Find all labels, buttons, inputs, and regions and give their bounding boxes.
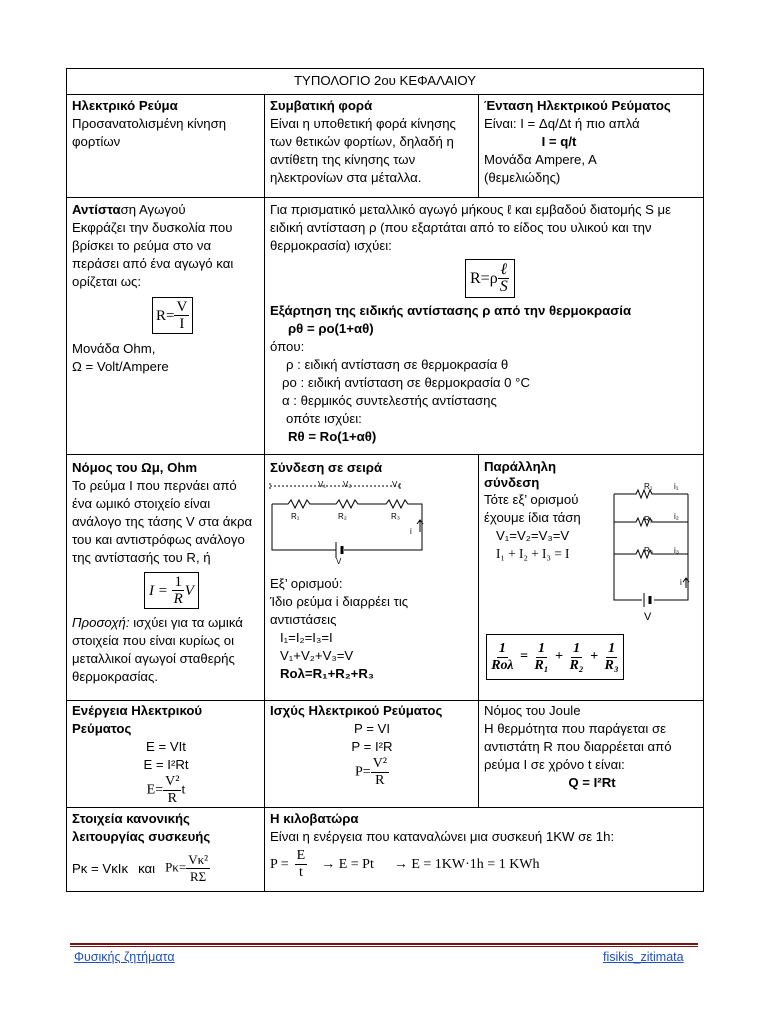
power-equation-2: P = I²R: [351, 739, 393, 754]
resistance-cell: [72, 201, 260, 376]
series-voltage-equation: V₁+V₂+V₃=V: [280, 648, 354, 663]
series-by-definition: Εξ’ ορισμού:: [270, 576, 343, 591]
parallel-wire-left: [614, 494, 642, 600]
ohm-law-note: Προσοχή: ισχύει για τα ωμικά στοιχεία που είναι κυρίως οι μεταλλικοί αγωγοί σταθερής θερμοκρασίας.: [72, 615, 243, 684]
footer-rule-thin: [70, 946, 698, 947]
resistivity-definition: Για πρισματικό μεταλλικό αγωγό μήκους ℓ και εμβαδού διατομής S με ειδική αντίσταση ρ (που εξαρτάται από το είδος του υλικού και την θερμοκρασία) ισχύει:: [270, 202, 672, 253]
joule-law-heading: Νόμος του Joule: [484, 703, 581, 718]
kilowatt-hour-formula: P = $\frac{E}{t}$ → E = Pt → E = 1KW·1h = 1 KWh: [270, 848, 540, 880]
resistivity-formula: R=ρ $\frac{\text{ℓ}}{S}$: [465, 259, 515, 298]
normal-power-equation-1: Pκ = VκIκ: [72, 860, 129, 876]
power-equation-1: P = VI: [353, 721, 391, 736]
current-intensity-heading: Ένταση Ηλεκτρικού Ρεύματος: [484, 98, 671, 113]
series-r2-label: R₂: [338, 512, 347, 521]
parallel-resistor-1: [614, 490, 688, 498]
resistance-unit-definition: Ω = Volt/Ampere: [72, 359, 169, 374]
series-r1-label: R₁: [291, 512, 300, 521]
ohm-law-definition: Το ρεύμα I που περνάει από ένα ωμικό στοιχείο είναι ανάλογο της τάσης V στα άκρα του και αντιστρόφως ανάλογο της αντίστασής του R, ή: [72, 478, 253, 565]
energy-equation-1: E = VIt: [146, 739, 186, 754]
resistance-temperature-equation: Rθ = Rο(1+αθ): [288, 429, 377, 444]
definition-alpha: α : θερμικός συντελεστής αντίστασης: [282, 393, 497, 408]
kilowatt-hour-heading: Η κιλοβατώρα: [270, 811, 359, 826]
ohm-law-formula: I = $\frac{1}{R}$ V: [144, 572, 199, 609]
joule-law-equation: Q = I²Rt: [568, 775, 616, 790]
resistivity-temperature-equation: ρθ = ρο(1+αθ): [288, 321, 374, 336]
current-intensity-fundamental: (θεμελιώδης): [484, 170, 561, 185]
series-circuit-diagram: [266, 476, 476, 570]
series-same-current: Ίδιο ρεύμα i διαρρέει τις αντιστάσεις: [270, 594, 409, 627]
energy-equation-2: E = I²Rt: [143, 757, 189, 772]
joule-law-cell: [484, 702, 700, 792]
normal-operation-cell: [72, 810, 260, 885]
parallel-current-label: i: [680, 578, 682, 587]
energy-cell: [72, 702, 260, 807]
resistance-heading: Αντίσταση Αγωγού: [72, 202, 186, 217]
power-equation-3: P= $\frac{\text{V²}}{R}$: [355, 756, 387, 788]
resistance-formula: R= $\frac{V}{I}$: [152, 297, 193, 334]
resistance-unit: Μονάδα Ohm,: [72, 341, 156, 356]
normal-operation-heading: Στοιχεία κανονικής λειτουργίας συσκευής: [72, 811, 211, 844]
parallel-current-equation: I₁ + I₂ + I₃ = I: [496, 546, 570, 561]
series-voltage-label: V: [336, 557, 342, 566]
parallel-definition: Τότε εξ’ ορισμού έχουμε ίδια τάση: [484, 492, 581, 525]
series-connection-heading: Σύνδεση σε σειρά: [270, 460, 383, 475]
parallel-heading-line2: σύνδεση: [484, 475, 540, 490]
current-intensity-unit: Μονάδα Ampere, A: [484, 152, 597, 167]
normal-power-equation-2: Pκ= $\frac{\text{Vκ²}}{R\Sigma}$: [165, 852, 209, 884]
kilowatt-hour-cell: [270, 810, 700, 881]
temperature-dependence-heading: Εξάρτηση της ειδικής αντίστασης ρ από την θερμοκρασία: [270, 303, 632, 318]
series-v3-label: V₃: [392, 480, 401, 489]
current-intensity-line1: Είναι: I = Δq/Δt ή πιο απλά: [484, 116, 640, 131]
definition-rho-zero: ρο : ειδική αντίσταση σε θερμοκρασία 0 °C: [282, 375, 530, 390]
series-connection-text: [270, 575, 474, 683]
resistance-definition: Εκφράζει την δυσκολία που βρίσκει το ρεύμα στο να περάσει από ένα αγωγό και ορίζεται ως:: [72, 220, 234, 289]
power-cell: [270, 702, 474, 789]
current-intensity-cell: [484, 97, 700, 187]
series-current-equation: I₁=I₂=I₃=I: [280, 630, 333, 645]
electric-current-heading: Ηλεκτρικό Ρεύμα: [72, 98, 178, 113]
parallel-voltage-equation: V₁=V₂=V₃=V: [496, 528, 570, 543]
series-r3-label: R₃: [391, 512, 401, 521]
footer-link-left[interactable]: Φυσικής ζητήματα: [74, 950, 175, 964]
conventional-direction-definition: Είναι η υποθετική φορά κίνησης των θετικών φορτίων, δηλαδή η αντίθετη της κίνησης των ηλεκτρονίων στα μέταλλα.: [270, 116, 456, 185]
series-wire-left: [272, 504, 336, 550]
footer-link-right[interactable]: fisikis_zitimata: [603, 950, 684, 964]
parallel-i3-label: i₃: [674, 546, 680, 555]
series-resistors-path: [272, 500, 416, 508]
parallel-r3-label: R₃: [644, 546, 654, 555]
series-connection-cell: [270, 459, 474, 477]
definition-rho: ρ : ειδική αντίσταση σε θερμοκρασία θ: [286, 357, 509, 372]
parallel-heading-line1: Παράλληλη: [484, 459, 557, 474]
conventional-direction-cell: [270, 97, 474, 187]
energy-equation-3: E= $\frac{\text{V²}}{R}$ t: [146, 774, 186, 806]
energy-heading: Ενέργεια Ηλεκτρικού Ρεύματος: [72, 703, 203, 736]
electric-current-definition: Προσανατολισμένη κίνηση φορτίων: [72, 116, 227, 149]
parallel-wire-right: [654, 494, 688, 600]
parallel-connection-cell: [484, 459, 604, 563]
parallel-voltage-label: V: [644, 611, 652, 623]
ohm-law-heading: Νόμος του Ωμ, Ohm: [72, 460, 198, 475]
page-title: ΤΥΠΟΛΟΓΙΟ 2ου ΚΕΦΑΛΑΙΟΥ: [293, 73, 476, 88]
then-label: οπότε ισχύει:: [286, 411, 362, 426]
series-v2-label: V₂: [343, 480, 352, 489]
conventional-direction-heading: Συμβατική φορά: [270, 98, 373, 113]
series-v1-label: V₁: [318, 480, 327, 489]
and-word: και: [138, 860, 156, 876]
series-resistance-equation: Rολ=R₁+R₂+R₃: [280, 666, 374, 681]
kilowatt-hour-definition: Είναι η ενέργεια που καταναλώνει μια συσκευή 1KW σε 1h:: [270, 829, 615, 844]
where-label: όπου:: [270, 339, 305, 354]
joule-law-definition: Η θερμότητα που παράγεται σε αντιστάτη R που διαρρέεται από ρεύμα I σε χρόνο t είναι:: [484, 721, 672, 772]
series-current-label: i: [410, 527, 412, 536]
parallel-r2-label: R₂: [644, 515, 653, 524]
parallel-resistance-formula: $\frac{1}{\text{Rολ}}$ = $\frac{1}{\text{R₁}}$ + $\frac{1}{\text{R₂}}$ + $\frac{1}{\text{R₃}}$: [486, 634, 624, 680]
parallel-i2-label: i₂: [674, 512, 679, 521]
power-heading: Ισχύς Ηλεκτρικού Ρεύματος: [270, 703, 443, 718]
footer-rule: [70, 943, 698, 945]
parallel-i1-label: i₁: [674, 482, 679, 491]
resistivity-cell: [270, 201, 700, 446]
ohm-law-cell: [72, 459, 260, 686]
electric-current-cell: [72, 97, 260, 151]
current-intensity-formula: I = q/t: [541, 134, 577, 149]
parallel-r1-label: R₁: [644, 482, 653, 491]
